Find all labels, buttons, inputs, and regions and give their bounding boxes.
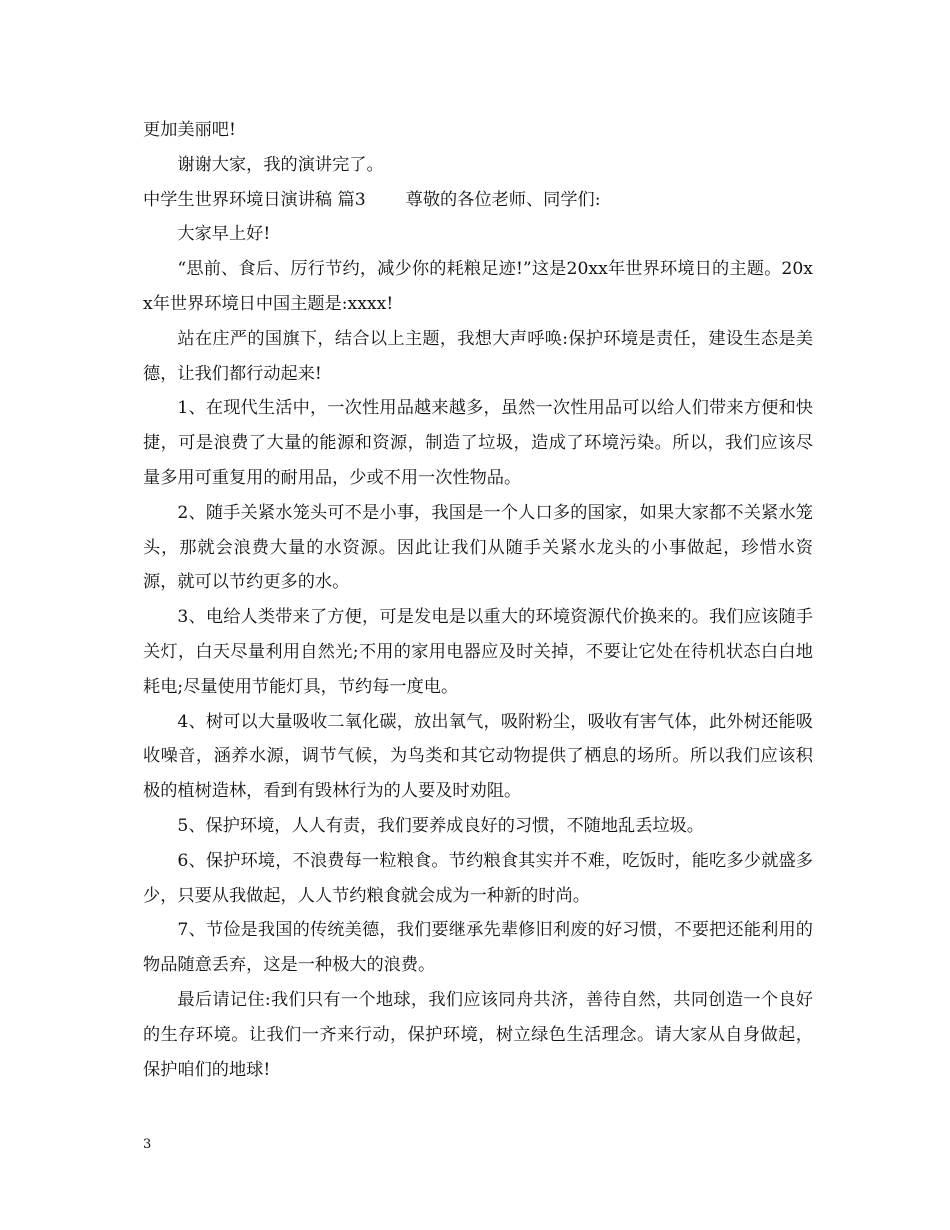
paragraph-good-morning: 大家早上好!: [177, 224, 271, 245]
page-number: 3: [143, 1137, 152, 1152]
paragraph-point-1: 1、在现代生活中，一次性用品越来越多，虽然一次性用品可以给人们带来方便和快捷，可是浪费了大量的能源和资源，制造了垃圾，造成了环境污染。所以，我们应该尽量多用可重复用的耐用品，少或不用一次性物品。: [143, 398, 813, 488]
speech-greeting: 尊敬的各位老师、同学们:: [405, 189, 601, 210]
paragraph-point-3: 3、电给人类带来了方便，可是发电是以重大的环境资源代价换来的。我们应该随手关灯，白天尽量利用自然光;不用的家用电器应及时关掉，不要让它处在待机状态白白地耗电;尽量使用节能灯具，节约每一度电。: [143, 607, 813, 697]
paragraph-continuation: 更加美丽吧!: [143, 120, 236, 140]
paragraph-point-6: 6、保护环境，不浪费每一粒粮食。节约粮食其实并不难，吃饭时，能吃多少就盛多少，只要从我做起，人人节约粮食就会成为一种新的时尚。: [143, 850, 813, 906]
paragraph-point-7: 7、节俭是我国的传统美德，我们要继承先辈修旧利废的好习惯，不要把还能利用的物品随意丢弃，这是一种极大的浪费。: [143, 920, 813, 976]
section-title: 中学生世界环境日演讲稿 篇3: [143, 189, 366, 210]
paragraph-conclusion: 最后请记住:我们只有一个地球，我们应该同舟共济，善待自然，共同创造一个良好的生存环境。让我们一齐来行动，保护环境，树立绿色生活理念。请大家从自身做起，保护咱们的地球!: [143, 989, 813, 1080]
paragraph-theme: “思前、食后、厉行节约，减少你的耗粮足迹!”这是20xx年世界环境日的主题。20xx年世界环境日中国主题是:xxxx!: [143, 259, 813, 314]
paragraph-call-to-action: 站在庄严的国旗下，结合以上主题，我想大声呼唤:保护环境是责任，建设生态是美德，让我们都行动起来!: [143, 328, 813, 384]
paragraph-point-5: 5、保护环境，人人有责，我们要养成良好的习惯，不随地乱丢垃圾。: [177, 815, 704, 836]
paragraph-thanks: 谢谢大家，我的演讲完了。: [177, 154, 384, 175]
document-body: [143, 113, 813, 1087]
paragraph-point-4: 4、树可以大量吸收二氧化碳，放出氧气，吸附粉尘，吸收有害气体，此外树还能吸收噪音，涵养水源，调节气候，为鸟类和其它动物提供了栖息的场所。所以我们应该积极的植树造林，看到有毁林行为的人要及时劝阻。: [143, 711, 813, 802]
paragraph-point-2: 2、随手关紧水笼头可不是小事，我国是一个人口多的国家，如果大家都不关紧水笼头，那就会浪费大量的水资源。因此让我们从随手关紧水龙头的小事做起，珍惜水资源，就可以节约更多的水。: [143, 502, 813, 593]
section-heading-line: [143, 183, 813, 218]
